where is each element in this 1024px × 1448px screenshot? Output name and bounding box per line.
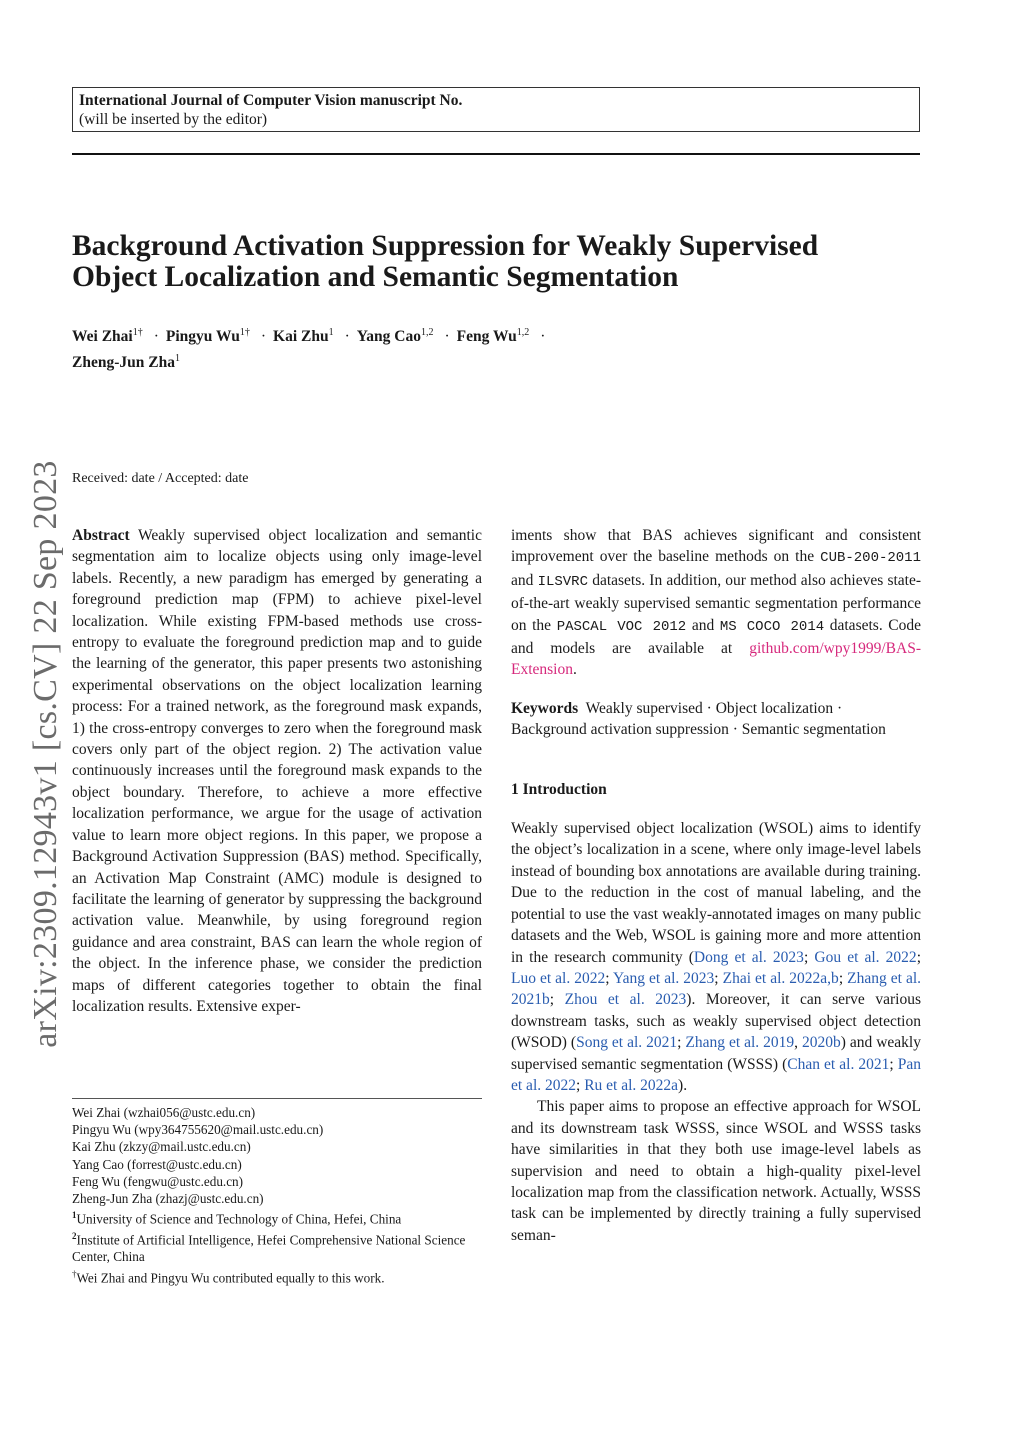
keywords-label: Keywords <box>511 699 579 717</box>
section-heading-introduction: 1 Introduction <box>511 780 607 798</box>
author-separator: · <box>260 328 267 346</box>
author-affiliation: 1† <box>239 327 250 338</box>
intro-paragraph-1: Weakly supervised object localization (WSOL) aims to identify the object’s localization in a scene, where only image-level labels instead of bounding box annotations are available during training. Due to the reduction in the cost of manual labeling, and the potential to use the vast weakly-annotated images on many public datasets and the Web, WSOL is gaining more and more attention in the research community (Dong et al. 2023; Gou et al. 2022; Luo et al. 2022; Yang et al. 2023; Zhai et al. 2022a,b; Zhang et al. 2021b; Zhou et al. 2023). Moreover, it can serve various downstream tasks, such as weakly supervised object detection (WSOD) (Song et al. 2021; Zhang et al. 2019, 2020b) and weakly supervised semantic segmentation (WSSS) (Chan et al. 2021; Pan et al. 2022; Ru et al. 2022a). <box>511 820 922 1094</box>
author-line-2 <box>72 348 932 374</box>
author-separator: · <box>444 328 450 346</box>
footnotes <box>72 1104 484 1286</box>
author-email: Pingyu Wu (wpy364755620@mail.ustc.edu.cn) <box>72 1122 324 1138</box>
keywords <box>511 698 921 741</box>
author-separator: · <box>344 328 350 346</box>
abstract-text: Weakly supervised object localization and semantic segmentation aim to localize objects using only image-level labels. Recently, a new paradigm has emerged by generating a foreground prediction map (FPM) to achieve pixel-level localization. While existing FPM-based methods use cross-entropy to evaluate the foreground prediction map and to guide the learning of the generator, this paper presents two astonishing experimental observations on the object localization learning process: For a trained network, as the foreground mask expands, 1) the cross-entropy converges to zero when the foreground mask covers only part of the object region. 2) The activation value continuously increases until the foreground mask expands to the object boundary. Therefore, to achieve a more effective localization performance, we argue for the usage of activation value to learn more object regions. In this paper, we propose a Background Activation Suppression (BAS) method. Specifically, an Activation Map Constraint (AMC) module is designed to facilitate the learning of generator by suppressing the background activation value. Meanwhile, by using foreground region guidance and area constraint, BAS can learn the whole region of the object. In the inference phase, we consider the prediction maps of different categories together to obtain the final localization results. Extensive exper- <box>72 527 482 1015</box>
received-date: Received: date / Accepted: date <box>72 471 249 486</box>
author-email: Kai Zhu (zkzy@mail.ustc.edu.cn) <box>72 1139 251 1155</box>
affiliation-2: $^2$Institute of Artificial Intelligence, Hefei Comprehensive National Science Center, China <box>72 1230 466 1265</box>
citation-link[interactable]: Chan et al. 2021 <box>787 1055 890 1073</box>
abstract-continued: iments show that BAS achieves significant and consistent improvement over the baseline methods on the CUB-200-2011 and ILSVRC datasets. In addition, our method also achieves state-of-the-art weakly supervised semantic segmentation performance on the PASCAL VOC 2012 and MS COCO 2014 datasets. Code and models are available at github.com/wpy1999/BAS-Extension. <box>511 527 922 679</box>
title-line-2: Object Localization and Semantic Segmentation <box>72 261 679 293</box>
author-separator: · <box>540 328 546 346</box>
title-line-1: Background Activation Suppression for Weakly Supervised <box>72 230 819 262</box>
author-list <box>72 322 932 374</box>
affiliation-1: $^1$University of Science and Technology of China, Hefei, China <box>72 1210 402 1227</box>
citation-link[interactable]: Zhou et al. 2023 <box>564 991 687 1009</box>
author-affiliation: 1,2 <box>516 327 530 338</box>
author-name: Feng Wu <box>456 328 517 346</box>
author-separator: · <box>153 328 159 346</box>
citation-link[interactable]: Dong et al. 2023 <box>693 948 804 966</box>
right-column <box>511 525 921 1246</box>
header-rule <box>72 153 920 155</box>
author-line-1 <box>72 322 932 348</box>
dataset-name: PASCAL VOC 2012 <box>556 618 687 635</box>
author-name: Yang Cao <box>356 328 421 346</box>
footnote-rule <box>72 1098 482 1099</box>
keywords-text: Weakly supervised · Object localization · Background activation suppression · Semantic segmentation <box>511 699 886 739</box>
dagger-mark: † <box>72 1268 77 1279</box>
author-email: Feng Wu (fengwu@ustc.edu.cn) <box>72 1173 244 1189</box>
citation-link[interactable]: Ru et al. 2022a <box>584 1076 679 1094</box>
author-email: Yang Cao (forrest@ustc.edu.cn) <box>72 1156 242 1172</box>
author-email: Wei Zhai (wzhai056@ustc.edu.cn) <box>72 1105 256 1120</box>
journal-header-box <box>72 87 920 132</box>
author-name: Pingyu Wu <box>165 328 240 346</box>
dataset-name: ILSVRC <box>537 573 588 590</box>
citation-link[interactable]: Song et al. 2021 <box>576 1034 678 1052</box>
citation-link[interactable]: 2020b <box>802 1034 841 1052</box>
dataset-name: CUB-200-2011 <box>820 550 921 567</box>
citation-link[interactable]: Pan et al. 2022 <box>511 1055 921 1094</box>
citation-link[interactable]: Zhang et al. 2019 <box>685 1034 795 1052</box>
intro-paragraph-2: This paper aims to propose an effective approach for WSOL and its downstream task WSSS, since WSOL and WSSS tasks have similarities in that they both use image-level labels as supervision and need to obtain a high-quality pixel-level localization map from the classification network. Actually, WSSS task can be implemented by directly training a fully supervised seman- <box>511 1098 921 1244</box>
code-link[interactable]: github.com/wpy1999/BAS-Extension <box>511 640 921 679</box>
abstract <box>72 525 482 1017</box>
author-affiliation: 1,2 <box>420 327 434 338</box>
author-name: Zheng-Jun Zha <box>72 354 175 372</box>
author-name: Kai Zhu <box>273 328 329 346</box>
affiliation-mark: 2 <box>72 1230 77 1241</box>
citation-link[interactable]: Zhang et al. 2021b <box>511 969 922 1009</box>
citation-link[interactable]: Gou et al. 2022 <box>814 948 917 966</box>
left-column <box>72 525 482 1017</box>
journal-name: International Journal of Computer Vision manuscript No. <box>79 92 463 109</box>
arxiv-stamp: arXiv:2309.12943v1 [cs.CV] 22 Sep 2023 <box>27 460 64 1048</box>
affiliation-mark: 1 <box>72 1210 77 1221</box>
author-affiliation: 1 <box>174 353 180 365</box>
journal-note: (will be inserted by the editor) <box>79 111 268 128</box>
author-name: Wei Zhai <box>72 328 133 346</box>
author-affiliation: 1 <box>328 327 334 338</box>
abstract-label: Abstract <box>72 527 130 544</box>
paper-title <box>72 231 942 293</box>
citation-link[interactable]: Yang et al. 2023 <box>613 969 715 987</box>
citation-link[interactable]: Luo et al. 2022 <box>511 969 606 987</box>
author-email: Zheng-Jun Zha (zhazj@ustc.edu.cn) <box>72 1191 264 1207</box>
equal-contribution-note: †Wei Zhai and Pingyu Wu contributed equally to this work. <box>72 1268 385 1285</box>
dataset-name: MS COCO 2014 <box>719 618 825 635</box>
author-affiliation: 1† <box>132 327 143 338</box>
citation-link[interactable]: Zhai et al. 2022a,b <box>722 969 839 987</box>
